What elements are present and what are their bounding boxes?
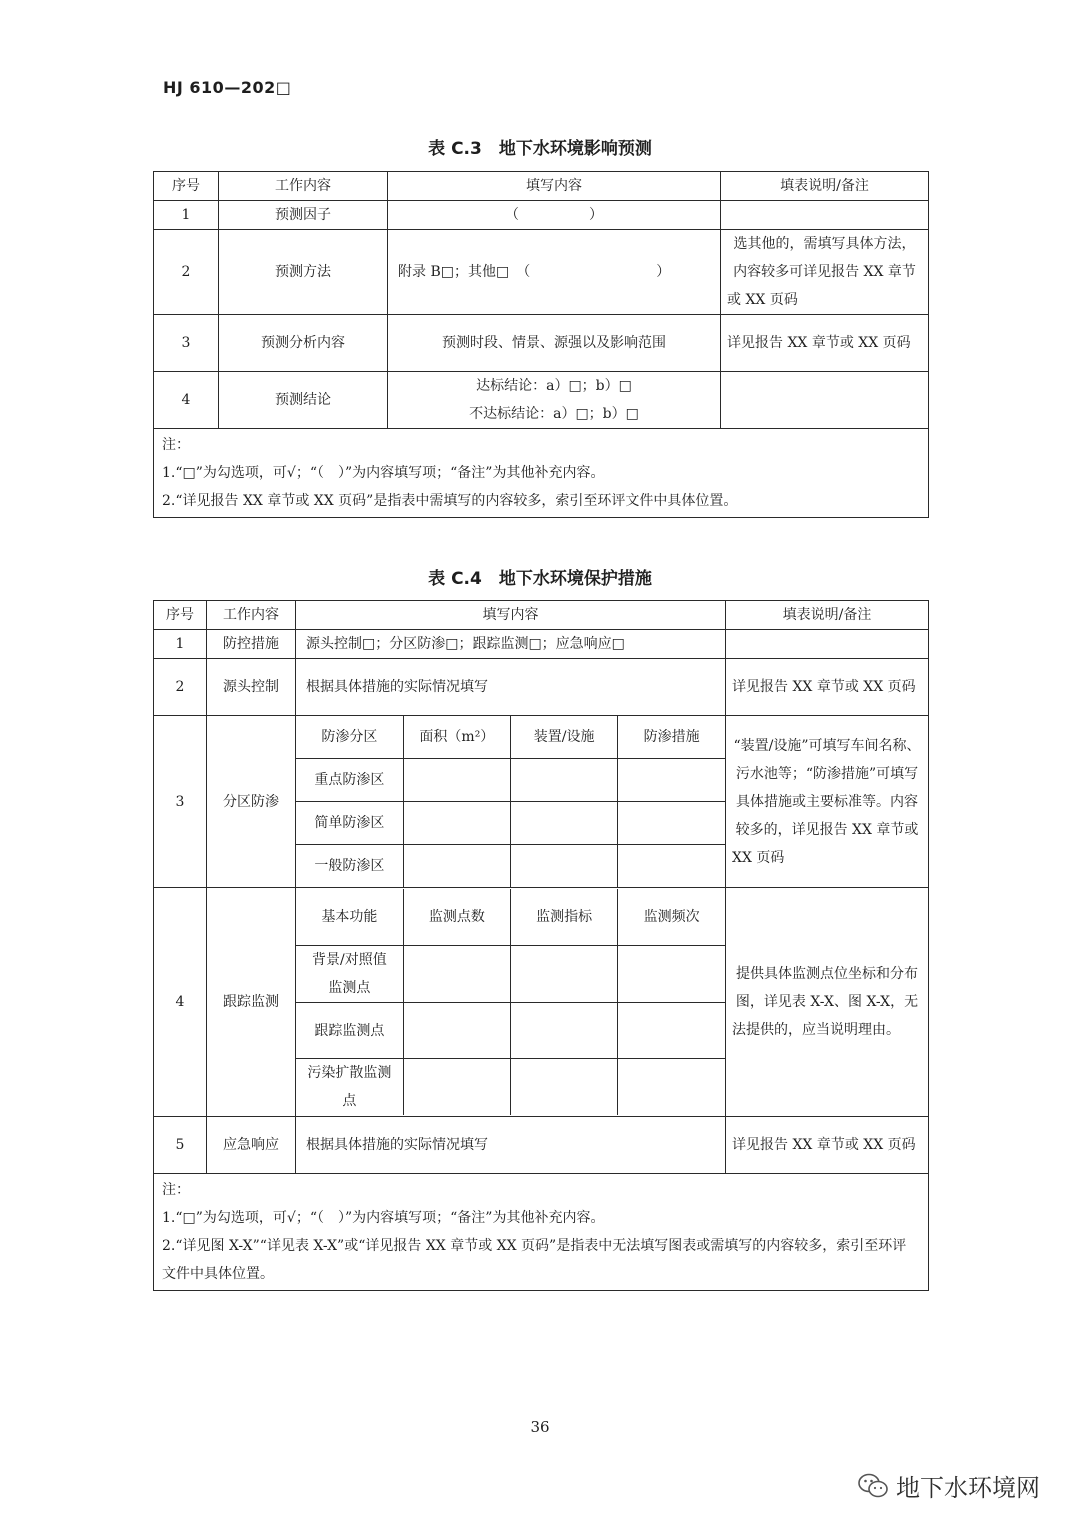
row-no: 4 bbox=[154, 372, 219, 429]
sub-header: 监测指标 bbox=[511, 889, 618, 946]
table-row bbox=[154, 1117, 929, 1174]
col-header-item: 工作内容 bbox=[219, 172, 388, 201]
sub-row-label: 重点防渗区 bbox=[296, 759, 403, 802]
row-content bbox=[388, 372, 721, 429]
row-content: 附录 B□；其他□ （ ） bbox=[388, 230, 721, 315]
sub-header: 面积（m²） bbox=[403, 716, 510, 759]
table-row bbox=[154, 315, 929, 372]
sub-header: 监测点数 bbox=[403, 889, 510, 946]
note-line: 2.“详见报告 XX 章节或 XX 页码”是指表中需填写的内容较多，索引至环评文件中具体位置。 bbox=[162, 493, 738, 509]
table-c3-caption: 表 C.3 地下水环境影响预测 bbox=[428, 139, 652, 159]
sub-cell bbox=[403, 1003, 510, 1059]
document-id: HJ 610—202□ bbox=[163, 78, 292, 97]
subtable-row bbox=[296, 946, 725, 1003]
row-item: 分区防渗 bbox=[207, 716, 296, 888]
row-note bbox=[721, 201, 929, 230]
row-content: 预测时段、情景、源强以及影响范围 bbox=[388, 315, 721, 372]
subtable-row bbox=[296, 1003, 725, 1059]
sub-cell bbox=[511, 759, 618, 802]
sub-cell bbox=[403, 1059, 510, 1116]
note-line: 1.“□”为勾选项，可√；“（ ）”为内容填写项；“备注”为其他补充内容。 bbox=[162, 1210, 605, 1226]
table-notes bbox=[154, 429, 929, 518]
sub-cell bbox=[403, 802, 510, 845]
note-line: 注： bbox=[162, 1182, 190, 1198]
row-item: 预测分析内容 bbox=[219, 315, 388, 372]
row-item: 防控措施 bbox=[207, 630, 296, 659]
table-row bbox=[154, 716, 929, 888]
sub-cell bbox=[511, 1003, 618, 1059]
watermark-text: 地下水环境网 bbox=[896, 1474, 1040, 1502]
row-content: 源头控制□；分区防渗□；跟踪监测□；应急响应□ bbox=[296, 630, 726, 659]
sub-row-label: 背景/对照值监测点 bbox=[296, 946, 403, 1003]
row-note bbox=[726, 630, 929, 659]
col-header-content: 填写内容 bbox=[296, 601, 726, 630]
seepage-subtable-cell bbox=[296, 716, 726, 888]
monitoring-subtable-cell bbox=[296, 888, 726, 1117]
row-content: 根据具体措施的实际情况填写 bbox=[296, 1117, 726, 1174]
row-no: 2 bbox=[154, 230, 219, 315]
row-content: 根据具体措施的实际情况填写 bbox=[296, 659, 726, 716]
row-item: 应急响应 bbox=[207, 1117, 296, 1174]
table-row bbox=[154, 230, 929, 315]
subtable-row bbox=[296, 845, 725, 888]
row-no: 2 bbox=[154, 659, 207, 716]
col-header-item: 工作内容 bbox=[207, 601, 296, 630]
sub-cell bbox=[618, 845, 725, 888]
sub-cell bbox=[618, 946, 725, 1003]
content-line: 不达标结论：a）□；b）□ bbox=[469, 406, 639, 422]
sub-cell bbox=[618, 759, 725, 802]
row-note: 详见报告 XX 章节或 XX 页码 bbox=[726, 659, 929, 716]
sub-cell bbox=[511, 1059, 618, 1116]
row-no: 1 bbox=[154, 630, 207, 659]
subtable-row bbox=[296, 759, 725, 802]
row-no: 3 bbox=[154, 716, 207, 888]
col-header-no: 序号 bbox=[154, 601, 207, 630]
sub-cell bbox=[511, 946, 618, 1003]
row-note bbox=[721, 372, 929, 429]
row-no: 1 bbox=[154, 201, 219, 230]
sub-cell bbox=[618, 1059, 725, 1116]
row-note: “装置/设施”可填写车间名称、污水池等；“防渗措施”可填写具体措施或主要标准等。内容较多的，详见报告 XX 章节或 XX 页码 bbox=[726, 716, 929, 888]
notes-row bbox=[154, 1174, 929, 1291]
sub-cell bbox=[403, 946, 510, 1003]
row-no: 3 bbox=[154, 315, 219, 372]
col-header-note: 填表说明/备注 bbox=[726, 601, 929, 630]
col-header-content: 填写内容 bbox=[388, 172, 721, 201]
row-item: 跟踪监测 bbox=[207, 888, 296, 1117]
table-row bbox=[154, 659, 929, 716]
subtable-header-row bbox=[296, 889, 725, 946]
table-row bbox=[154, 630, 929, 659]
row-note: 选其他的，需填写具体方法，内容较多可详见报告 XX 章节或 XX 页码 bbox=[721, 230, 929, 315]
col-header-note: 填表说明/备注 bbox=[721, 172, 929, 201]
note-line: 2.“详见图 X-X”“详见表 X-X”或“详见报告 XX 章节或 XX 页码”是指表中无法填写图表或需填写的内容较多，索引至环评文件中具体位置。 bbox=[162, 1238, 907, 1282]
sub-cell bbox=[403, 845, 510, 888]
table-header-row bbox=[154, 601, 929, 630]
sub-header: 基本功能 bbox=[296, 889, 403, 946]
table-c4-caption: 表 C.4 地下水环境保护措施 bbox=[428, 569, 652, 589]
row-item: 预测方法 bbox=[219, 230, 388, 315]
sub-cell bbox=[511, 802, 618, 845]
note-line: 1.“□”为勾选项，可√；“（ ）”为内容填写项；“备注”为其他补充内容。 bbox=[162, 465, 605, 481]
sub-cell bbox=[618, 802, 725, 845]
row-item: 预测因子 bbox=[219, 201, 388, 230]
table-row bbox=[154, 372, 929, 429]
row-note: 详见报告 XX 章节或 XX 页码 bbox=[726, 1117, 929, 1174]
table-c4 bbox=[153, 600, 929, 1291]
note-line: 注： bbox=[162, 437, 190, 453]
table-row bbox=[154, 888, 929, 1117]
seepage-subtable bbox=[296, 716, 725, 887]
sub-header: 装置/设施 bbox=[511, 716, 618, 759]
subtable-header-row bbox=[296, 716, 725, 759]
sub-cell bbox=[511, 845, 618, 888]
row-item: 预测结论 bbox=[219, 372, 388, 429]
subtable-row bbox=[296, 802, 725, 845]
sub-cell bbox=[403, 759, 510, 802]
monitoring-subtable bbox=[296, 889, 725, 1116]
sub-row-label: 简单防渗区 bbox=[296, 802, 403, 845]
table-notes bbox=[154, 1174, 929, 1291]
table-header-row bbox=[154, 172, 929, 201]
sub-cell bbox=[618, 1003, 725, 1059]
wechat-icon bbox=[858, 1473, 888, 1499]
content-line: 达标结论：a）□；b）□ bbox=[476, 378, 632, 394]
sub-header: 防渗分区 bbox=[296, 716, 403, 759]
row-note: 详见报告 XX 章节或 XX 页码 bbox=[721, 315, 929, 372]
sub-header: 防渗措施 bbox=[618, 716, 725, 759]
sub-header: 监测频次 bbox=[618, 889, 725, 946]
row-note: 提供具体监测点位坐标和分布图，详见表 X-X、图 X-X，无法提供的，应当说明理由。 bbox=[726, 888, 929, 1117]
row-no: 4 bbox=[154, 888, 207, 1117]
sub-row-label: 一般防渗区 bbox=[296, 845, 403, 888]
col-header-no: 序号 bbox=[154, 172, 219, 201]
row-item: 源头控制 bbox=[207, 659, 296, 716]
table-c3 bbox=[153, 171, 929, 518]
watermark bbox=[858, 1468, 1040, 1503]
row-no: 5 bbox=[154, 1117, 207, 1174]
page-number: 36 bbox=[530, 1418, 550, 1436]
notes-row bbox=[154, 429, 929, 518]
row-content: （ ） bbox=[388, 201, 721, 230]
subtable-row bbox=[296, 1059, 725, 1116]
sub-row-label: 污染扩散监测点 bbox=[296, 1059, 403, 1116]
sub-row-label: 跟踪监测点 bbox=[296, 1003, 403, 1059]
table-row bbox=[154, 201, 929, 230]
